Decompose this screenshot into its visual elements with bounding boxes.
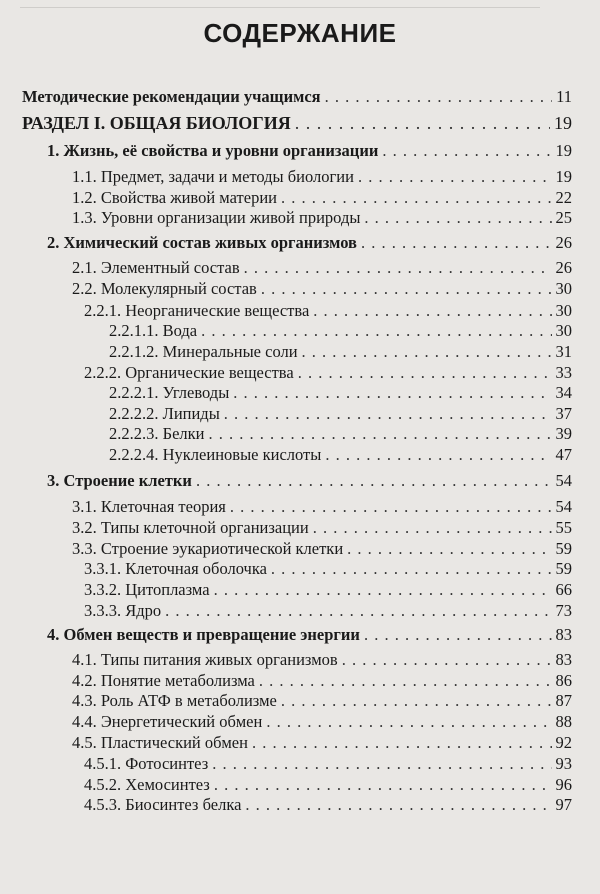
dot-leader [295,113,550,133]
toc-entry-page: 22 [555,188,572,207]
toc-entry [72,712,572,732]
toc-entry-page: 25 [555,208,572,227]
toc-entry-label: 3.3.2. Цитоплазма [84,580,210,599]
dot-leader [196,471,552,491]
toc-entry [109,383,572,403]
dot-leader [266,712,551,732]
dot-leader [233,383,551,403]
dot-leader [281,691,552,711]
toc-entry [47,233,572,253]
dot-leader [261,279,552,299]
toc-entry [47,471,572,491]
toc-entry [84,301,572,321]
toc-entry [109,424,572,444]
toc-entry-page: 33 [555,363,572,382]
toc-entry-label: РАЗДЕЛ I. ОБЩАЯ БИОЛОГИЯ [22,113,291,133]
toc-entry [84,363,572,383]
dot-leader [281,188,552,208]
toc-entry-label: 4.1. Типы питания живых организмов [72,650,338,669]
dot-leader [313,518,552,538]
toc-entry [22,87,572,107]
dot-leader [201,321,551,341]
toc-entry [72,208,572,228]
toc-entry-label: 2.2.2.2. Липиды [109,404,220,423]
toc-entry [72,650,572,670]
toc-entry-label: 3.2. Типы клеточной организации [72,518,309,537]
toc-entry [47,625,572,645]
toc-entry-label: 4.5.1. Фотосинтез [84,754,209,773]
toc-entry-page: 83 [555,650,572,669]
dot-leader [364,208,551,228]
toc-entry-label: 2.1. Элементный состав [72,258,240,277]
toc-entry [109,321,572,341]
dot-leader [271,559,552,579]
dot-leader [382,141,551,161]
toc-entry-page: 30 [555,321,572,340]
toc-entry-page: 37 [555,404,572,423]
toc-entry [84,580,572,600]
dot-leader [358,167,552,187]
toc-entry-page: 73 [555,601,572,620]
toc-entry-label: 2.2.2.1. Углеводы [109,383,230,402]
toc-entry-label: 4.3. Роль АТФ в метаболизме [72,691,277,710]
dot-leader [325,445,551,465]
dot-leader [209,424,552,444]
toc-entry-page: 19 [555,167,572,186]
toc-entry-page: 88 [555,712,572,731]
toc-entry [84,559,572,579]
toc-entry-label: 2.2.1. Неорганические вещества [84,301,310,320]
toc-entry-page: 83 [555,625,572,644]
toc-entry-label: 2.2.2.3. Белки [109,424,205,443]
dot-leader [244,258,552,278]
toc-entry [72,733,572,753]
toc-entry-label: 3.3.3. Ядро [84,601,162,620]
toc-entry-label: 2.2.1.2. Минеральные соли [109,342,298,361]
toc-entry-page: 19 [554,113,572,133]
dot-leader [224,404,552,424]
toc-entry [109,445,572,465]
dot-leader [298,363,552,383]
dot-leader [214,580,552,600]
page-edge-line [20,7,540,8]
toc-entry-page: 66 [555,580,572,599]
toc-entry-label: 4.5.3. Биосинтез белка [84,795,242,814]
dot-leader [259,671,552,691]
dot-leader [302,342,552,362]
toc-entry-page: 30 [555,279,572,298]
toc-entry-page: 92 [555,733,572,752]
toc-entry [72,167,572,187]
toc-entry-label: 1.1. Предмет, задачи и методы биологии [72,167,354,186]
toc-entry-label: Методические рекомендации учащимся [22,87,321,106]
toc-entry-page: 11 [556,87,572,106]
toc-entry-page: 87 [555,691,572,710]
toc-entry-page: 19 [555,141,572,160]
dot-leader [325,87,553,107]
dot-leader [214,775,552,795]
toc-entry-label: 4.5.2. Хемосинтез [84,775,210,794]
toc-entry-page: 31 [555,342,572,361]
toc-entry [72,671,572,691]
dot-leader [342,650,552,670]
toc-entry-label: 3.3.1. Клеточная оболочка [84,559,267,578]
toc-entry-page: 47 [555,445,572,464]
toc-entry [109,342,572,362]
toc-entry [22,113,572,133]
toc-entry-page: 97 [555,795,572,814]
toc-entry [109,404,572,424]
toc-entry [47,141,572,161]
toc-entry-label: 1. Жизнь, её свойства и уровни организации [47,141,379,160]
dot-leader [361,233,552,253]
dot-leader [245,795,551,815]
toc-entry-page: 59 [555,559,572,578]
toc-entry-page: 39 [555,424,572,443]
toc-entry [84,601,572,621]
toc-entry-page: 26 [555,258,572,277]
page-title: СОДЕРЖАНИЕ [203,18,397,48]
toc-entry [72,279,572,299]
toc-entry-page: 93 [555,754,572,773]
toc-entry-page: 86 [555,671,572,690]
toc-entry-page: 30 [555,301,572,320]
toc-entry [84,754,572,774]
toc-entry-label: 1.3. Уровни организации живой природы [72,208,361,227]
dot-leader [165,601,551,621]
toc-entry-label: 2.2.1.1. Вода [109,321,198,340]
toc-entry-page: 59 [555,539,572,558]
dot-leader [212,754,551,774]
toc-entry-label: 4.2. Понятие метаболизма [72,671,255,690]
toc-entry-label: 3.1. Клеточная теория [72,497,226,516]
toc-entry [72,691,572,711]
dot-leader [313,301,551,321]
toc-entry-page: 34 [555,383,572,402]
toc-entry-page: 54 [555,471,572,490]
toc-entry [72,188,572,208]
toc-entry-page: 54 [555,497,572,516]
toc-entry-label: 2.2.2.4. Нуклеиновые кислоты [109,445,322,464]
dot-leader [252,733,552,753]
toc-entry-label: 3. Строение клетки [47,471,192,490]
toc-entry-label: 4.4. Энергетический обмен [72,712,263,731]
dot-leader [347,539,551,559]
toc-entry-label: 2.2.2. Органические вещества [84,363,294,382]
dot-leader [364,625,552,645]
toc-entry-label: 2.2. Молекулярный состав [72,279,257,298]
toc-entry [72,258,572,278]
toc-entry [72,497,572,517]
toc-entry-label: 4. Обмен веществ и превращение энергии [47,625,360,644]
toc-entry [72,518,572,538]
toc-entry-page: 55 [555,518,572,537]
toc-entry-label: 4.5. Пластический обмен [72,733,248,752]
toc-entry-label: 3.3. Строение эукариотической клетки [72,539,344,558]
dot-leader [230,497,552,517]
toc-entry [72,539,572,559]
toc-entry-label: 1.2. Свойства живой материи [72,188,277,207]
toc-entry [84,795,572,815]
toc-entry-label: 2. Химический состав живых организмов [47,233,357,252]
toc-entry-page: 26 [555,233,572,252]
toc-entry [84,775,572,795]
toc-entry-page: 96 [555,775,572,794]
